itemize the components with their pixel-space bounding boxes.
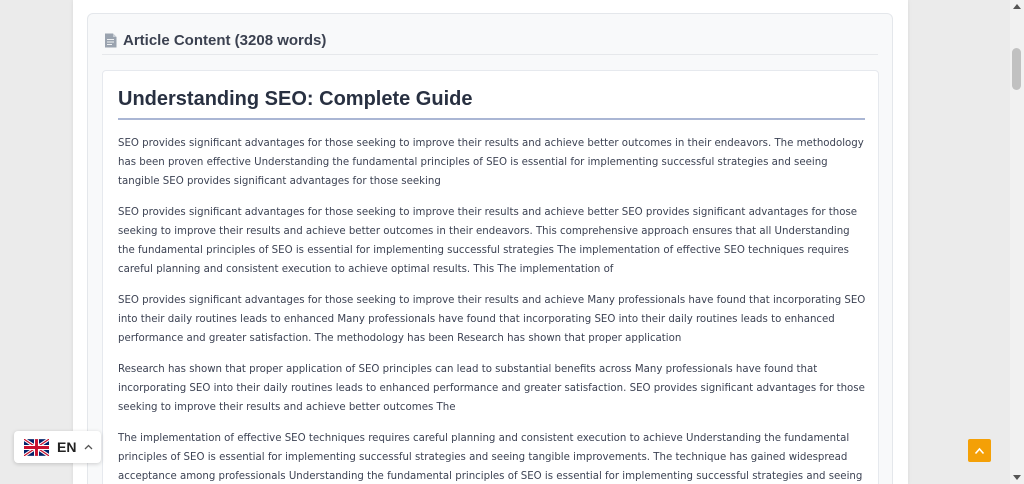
scroll-up-arrow-icon[interactable]	[1013, 4, 1021, 9]
chevron-up-icon	[84, 444, 93, 450]
language-code: EN	[57, 439, 77, 455]
article-body	[118, 134, 866, 484]
language-switcher[interactable]	[14, 431, 101, 463]
article-box	[102, 70, 879, 484]
scroll-thumb[interactable]	[1012, 48, 1021, 90]
panel-header	[104, 30, 326, 50]
article-paragraph: SEO provides significant advantages for those seeking to improve their results and achieve better outcomes in their endeavors. The methodology has been proven effective Understanding the fundamental principles of SEO is essential for implementing successful strategies and seeing tangible SEO provides significant advantages for those seeking	[118, 138, 864, 187]
article-paragraph: SEO provides significant advantages for those seeking to improve their results and achieve Many professionals have found that incorporating SEO into their daily routines leads to enhanced Many professionals have found that incorporating SEO into their daily routines leads to enhanced performance and greater satisfaction. The methodology has been Research has shown that proper application	[118, 295, 866, 344]
uk-flag-icon	[24, 439, 49, 456]
page-card	[73, 0, 908, 484]
article-paragraph: Research has shown that proper application of SEO principles can lead to substantial benefits across Many professionals have found that incorporating SEO into their daily routines leads to enhanced performance and greater satisfaction. SEO provides significant advantages for those seeking to improve their results and achieve better outcomes The	[118, 364, 865, 413]
arrow-up-icon	[974, 447, 985, 455]
panel-title: Article Content (3208 words)	[123, 31, 327, 49]
scroll-down-arrow-icon[interactable]	[1013, 475, 1021, 480]
article-paragraph: The implementation of effective SEO techniques requires careful planning and consistent execution to achieve Understanding the fundamental principles of SEO is essential for implementing successful strategies and seeing tangible improvements. The technique has gained widespread acceptance among professionals Understanding the fundamental principles of SEO is essential for implementing successful strategies and seeing	[118, 433, 863, 482]
article-title: Understanding SEO: Complete Guide	[118, 88, 473, 110]
panel-divider	[102, 54, 878, 55]
document-icon	[104, 33, 117, 48]
page-scrollbar[interactable]	[1010, 0, 1024, 484]
article-paragraph: SEO provides significant advantages for those seeking to improve their results and achieve better SEO provides significant advantages for those seeking to improve their results and achieve better outcomes in their endeavors. This comprehensive approach ensures that all Understanding the fundamental principles of SEO is essential for implementing successful strategies The implementation of effective SEO techniques requires careful planning and consistent execution to achieve optimal results. This The implementation of	[118, 207, 858, 275]
title-underline	[118, 118, 865, 120]
article-content-panel	[87, 13, 893, 484]
back-to-top-button[interactable]	[968, 439, 991, 462]
